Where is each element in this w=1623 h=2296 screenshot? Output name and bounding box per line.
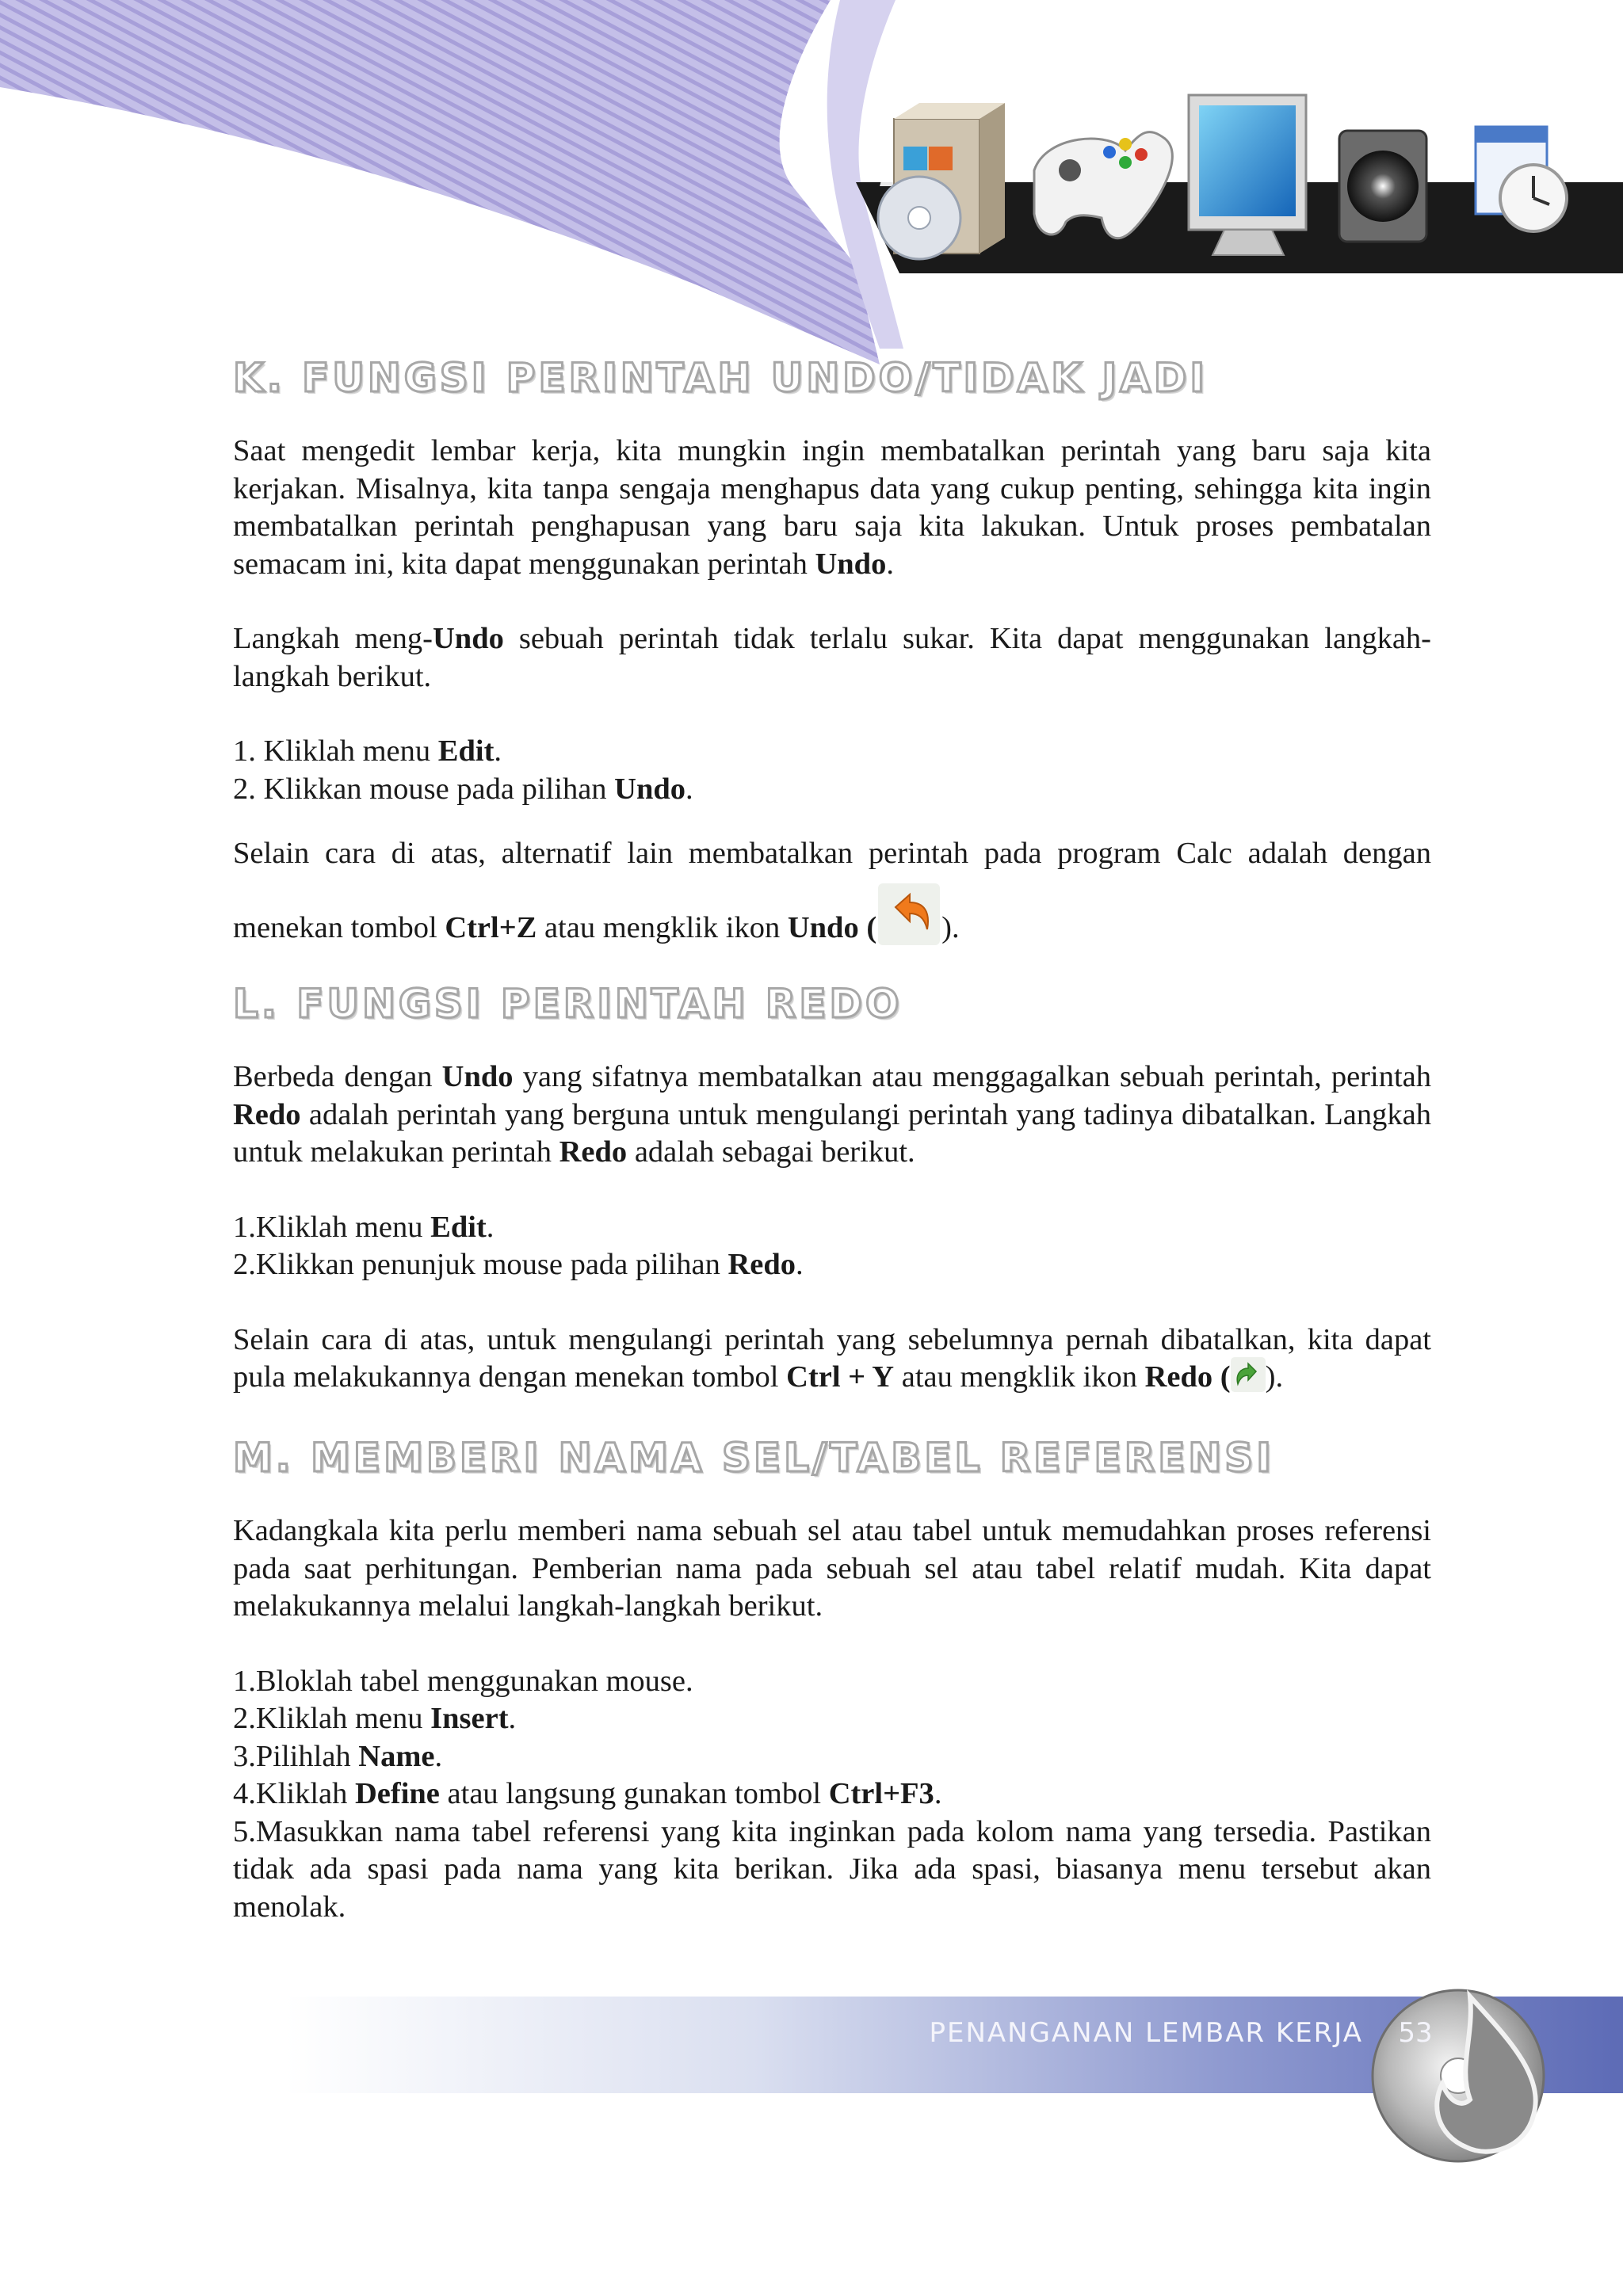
undo-steps-intro: Langkah meng-Undo sebuah perintah tidak terlalu sukar. Kita dapat menggunakan langkah-langkah berikut. xyxy=(233,622,1431,693)
nama-sel-intro-paragraph: Kadangkala kita perlu memberi nama sebuah sel atau tabel untuk memudahkan proses referensi pada saat perhitungan. Pemberian nama pada sebuah sel atau tabel relatif mudah. Kita dapat melakukannya melalui langkah-langkah berikut. xyxy=(233,1514,1431,1623)
list-item: 1.Kliklah menu Edit. xyxy=(233,1210,495,1244)
page-number: 53 xyxy=(1398,2017,1433,2049)
disc-flame-icon xyxy=(1373,1990,1544,2161)
nama-sel-steps-list xyxy=(233,1663,1431,1927)
page-content xyxy=(233,349,1431,1926)
redo-shortcut-paragraph: Selain cara di atas, untuk mengulangi perintah yang sebelumnya pernah dibatalkan, kita dapat pula melakukannya dengan menekan tombol Ctrl + Y atau mengklik ikon Redo ( ). xyxy=(233,1322,1431,1394)
list-item: 2. Klikkan mouse pada pilihan Undo. xyxy=(233,772,693,806)
section-title-redo: L. FUNGSI PERINTAH REDO xyxy=(233,981,903,1027)
redo-steps-list xyxy=(233,1209,1431,1284)
redo-icon xyxy=(1231,1357,1266,1392)
redo-intro-paragraph: Berbeda dengan Undo yang sifatnya membatalkan atau menggagalkan sebuah perintah, perintah Redo adalah perintah yang berguna untuk mengulangi perintah yang tadinya dibatalkan. Langkah untuk melakukan perintah Redo adalah sebagai berikut. xyxy=(233,1060,1431,1169)
list-item: 4.Kliklah Define atau langsung gunakan tombol Ctrl+F3. xyxy=(233,1777,942,1811)
section-title-undo: K. FUNGSI PERINTAH UNDO/TIDAK JADI xyxy=(233,355,1208,401)
list-item: 2.Kliklah menu Insert. xyxy=(233,1702,517,1736)
header-decoration xyxy=(0,0,1623,380)
list-item: 3.Pilihlah Name. xyxy=(233,1739,443,1773)
software-box-icon xyxy=(878,103,1005,259)
list-item: 1. Kliklah menu Edit. xyxy=(233,734,502,768)
undo-icon xyxy=(878,883,940,945)
footer-chapter-title: PENANGANAN LEMBAR KERJA xyxy=(929,2017,1363,2049)
list-item: 5.Masukkan nama tabel referensi yang kita inginkan pada kolom nama yang tersedia. Pastikan tidak ada spasi pada nama yang kita berikan. Jika ada spasi, biasanya menu tersebut akan menolak. xyxy=(233,1814,1431,1924)
footer-decoration xyxy=(0,1965,1623,2171)
undo-steps-list xyxy=(233,733,1431,808)
list-item: 1.Bloklah tabel menggunakan mouse. xyxy=(233,1664,693,1698)
section-title-nama-sel: M. MEMBERI NAMA SEL/TABEL REFERENSI xyxy=(233,1435,1274,1482)
undo-intro-paragraph: Saat mengedit lembar kerja, kita mungkin ingin membatalkan perintah yang baru saja kita kerjakan. Misalnya, kita tanpa sengaja menghapus data yang cukup penting, sehingga kita ingin membatalkan perintah penghapusan yang baru saja kita lakukan. Untuk proses pembatalan semacam ini, kita dapat menggunakan perintah Undo. xyxy=(233,434,1431,581)
speaker-icon xyxy=(1339,131,1426,242)
list-item: 2.Klikkan penunjuk mouse pada pilihan Redo. xyxy=(233,1248,804,1281)
undo-shortcut-paragraph: Selain cara di atas, alternatif lain membatalkan perintah pada program Calc adalah dengan menekan tombol Ctrl+Z atau mengklik ikon Undo ( ). xyxy=(233,837,1431,944)
